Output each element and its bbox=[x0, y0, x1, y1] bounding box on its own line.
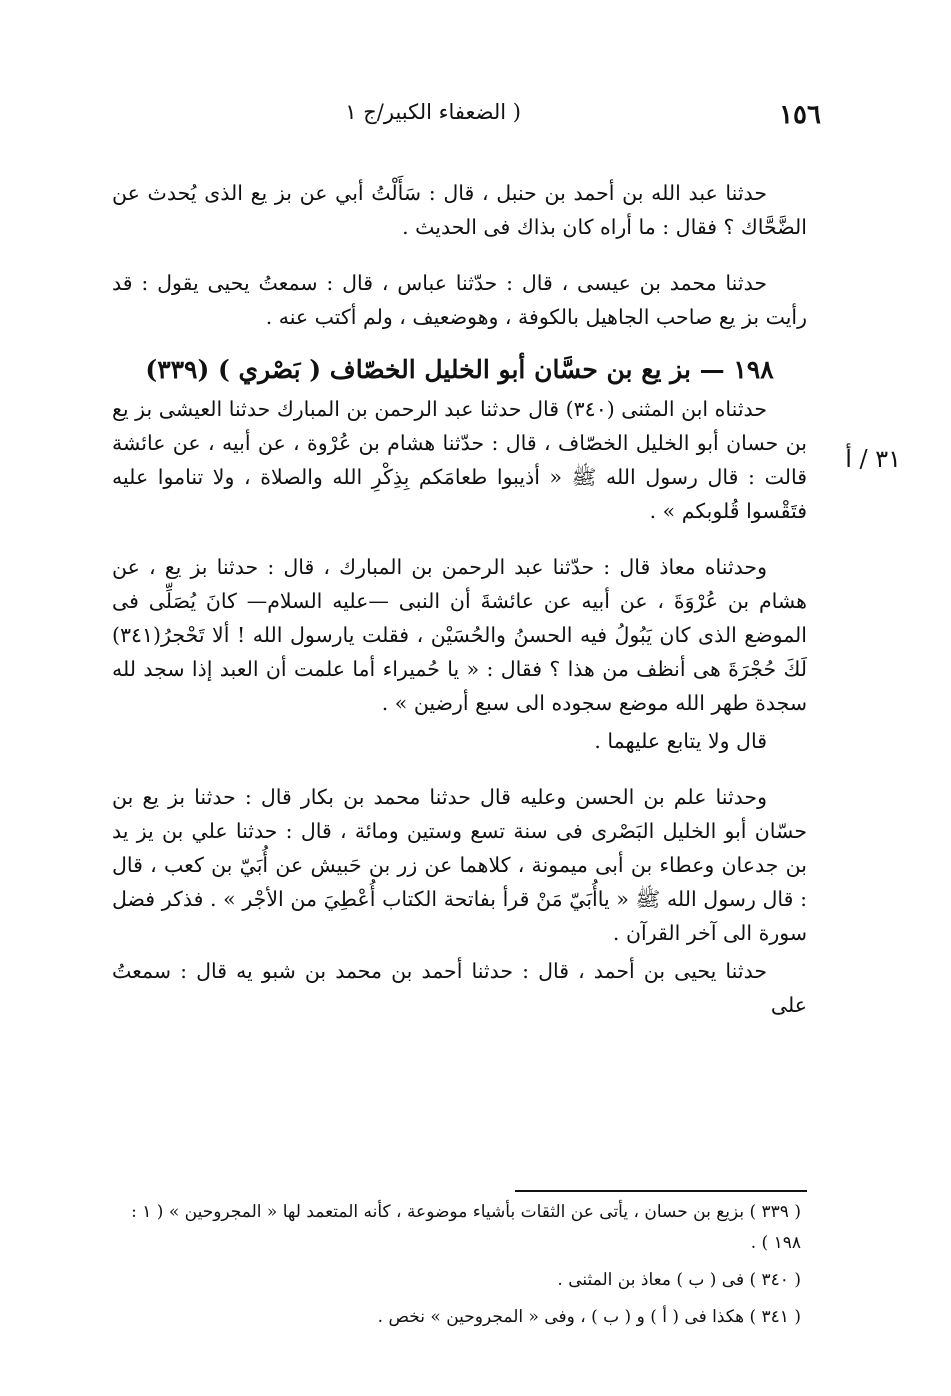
footnote-339: ( ٣٣٩ ) بزيع بن حسان ، يأتى عن الثقات بأشياء موضوعة ، كأنه المتعمد لها « المجروحين » ( ١ : ١٩٨ ) . bbox=[131, 1202, 801, 1253]
paragraph-3: حدثناه ابن المثنى (٣٤٠) قال حدثنا عبد الرحمن بن المبارك حدثنا العيشى بز يع بن حسان أبو الخليل الخصّاف ، قال : حدّثنا هشام بن عُرْوة ، عن أبيه ، عن عائشة قالت : قال رسول الله ﷺ « أذيبوا طعامَكم بِذِكْرِ الله والصلاة ، ولا تناموا عليه فتَقْسوا قُلوبكم » . bbox=[112, 397, 807, 523]
paragraph-7: حدثنا يحيى بن أحمد ، قال : حدثنا أحمد بن محمد بن شبو يه قال : سمعتُ على bbox=[112, 959, 807, 1017]
footnote-340: ( ٣٤٠ ) فى ( ب ) معاذ بن المثنى . bbox=[557, 1270, 801, 1290]
footnote-341: ( ٣٤١ ) هكذا فى ( أ ) و ( ب ) ، وفى « المجروحين » نخص . bbox=[377, 1307, 801, 1327]
running-title: ( الضعفاء الكبير/ج ١ bbox=[345, 100, 521, 124]
footnote-divider bbox=[515, 1190, 807, 1192]
manuscript-folio-note: ٣١ / أ bbox=[845, 445, 901, 473]
paragraph-4: وحدثناه معاذ قال : حدّثنا عبد الرحمن بن المبارك ، قال : حدثنا بز يع ، عن هشام بن عُرْوَةَ ، عن أبيه عن عائشةَ أن النبى —عليه السلام— كانَ يُصَلِّى فى الموضع الذى كان يَبُولُ فيه الحسنُ والحُسَيْن ، فقلت يارسول الله ! ألا تَحْجرُ(٣٤١) لَكَ حُجْرَةَ هى أنظف من هذا ؟ فقال : « يا حُميراء أما علمت أن العبد إذا سجد لله سجدة طهر الله موضع سجوده الى سبع أرضين » . bbox=[112, 555, 807, 715]
paragraph-1: حدثنا عبد الله بن أحمد بن حنبل ، قال : سَأَلْتُ أبي عن بز يع الذى يُحدث عن الضَّحَّاك ؟ فقال : ما أراه كان بذاك فى الحديث . bbox=[112, 181, 807, 239]
page-body bbox=[112, 176, 807, 1022]
footnotes bbox=[112, 1197, 807, 1333]
page-number: ١٥٦ bbox=[779, 100, 821, 130]
entry-heading: ١٩٨ — بز يع بن حسَّان أبو الخليل الخصّاف ( بَصْري ) (٣٣٩) bbox=[145, 355, 774, 384]
paragraph-5: قال ولا يتابع عليهما . bbox=[594, 729, 767, 753]
paragraph-6: وحدثنا علم بن الحسن وعليه قال حدثنا محمد بن بكار قال : حدثنا بز يع بن حسّان أبو الخليل البَصْرى فى سنة تسع وستين ومائة ، قال : حدثنا علي بن يز يد بن جدعان وعطاء بن أبى ميمونة ، كلاهما عن زر بن حَبيش عن أُبَيّ بن كعب ، قال : قال رسول الله ﷺ « ياأُبَيّ مَنْ قرأ بفاتحة الكتاب أُعْطِيَ من الأجْر » . فذكر فضل سورة الى آخر القرآن . bbox=[112, 785, 807, 945]
paragraph-2: حدثنا محمد بن عيسى ، قال : حدّثنا عباس ، قال : سمعتُ يحيى يقول : قد رأيت بز يع صاحب الجاهيل بالكوفة ، وهوضعيف ، ولم أكتب عنه . bbox=[112, 271, 807, 329]
page-header bbox=[120, 96, 821, 136]
